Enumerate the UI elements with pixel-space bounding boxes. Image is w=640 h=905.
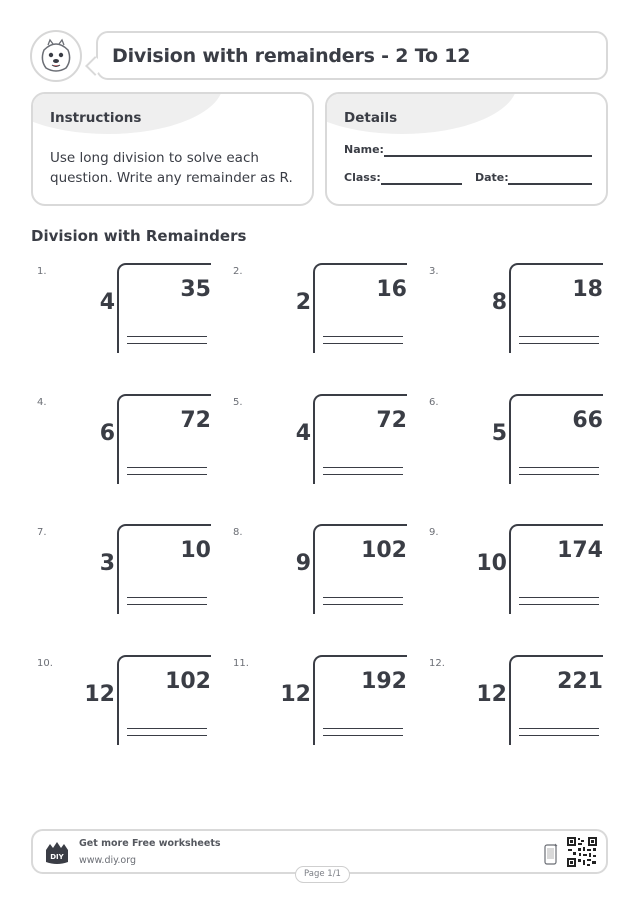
instructions-heading: Instructions [50, 110, 142, 126]
divisor: 4 [295, 421, 311, 446]
title-box [96, 31, 608, 80]
name-label: Name: [344, 143, 384, 156]
answer-line[interactable] [519, 467, 599, 468]
dividend: 192 [361, 669, 407, 694]
dividend: 72 [376, 408, 407, 433]
section-title: Division with Remainders [31, 227, 247, 245]
problem-number: 4. [37, 397, 47, 408]
divisor: 9 [295, 551, 311, 576]
dividend: 35 [180, 277, 211, 302]
instructions-card [31, 92, 314, 206]
dividend: 174 [557, 538, 603, 563]
problem-number: 8. [233, 527, 243, 538]
answer-line[interactable] [127, 597, 207, 598]
problem-number: 5. [233, 397, 243, 408]
dividend: 10 [180, 538, 211, 563]
answer-line[interactable] [127, 728, 207, 729]
problem-number: 9. [429, 527, 439, 538]
divisor: 12 [84, 682, 115, 707]
page-title: Division with remainders - 2 To 12 [112, 44, 471, 67]
diy-logo-icon [44, 840, 70, 866]
footer-promo: Get more Free worksheets [79, 838, 221, 849]
answer-line[interactable] [323, 474, 403, 475]
divisor: 10 [476, 551, 507, 576]
answer-line[interactable] [519, 728, 599, 729]
problem-number: 12. [429, 658, 445, 669]
divisor: 5 [491, 421, 507, 446]
answer-line[interactable] [519, 474, 599, 475]
divisor: 3 [99, 551, 115, 576]
dividend: 102 [165, 669, 211, 694]
owl-mascot-icon [30, 30, 82, 82]
phone-icon [544, 843, 558, 865]
answer-line[interactable] [127, 467, 207, 468]
answer-line[interactable] [323, 604, 403, 605]
division-problem [423, 394, 619, 494]
answer-line[interactable] [127, 343, 207, 344]
dividend: 102 [361, 538, 407, 563]
svg-text:DIY: DIY [50, 853, 64, 861]
answer-line[interactable] [519, 336, 599, 337]
date-label: Date: [475, 171, 509, 184]
division-problem [31, 263, 227, 363]
dividend: 66 [572, 408, 603, 433]
divisor: 6 [99, 421, 115, 446]
class-field[interactable] [381, 183, 462, 185]
details-card [325, 92, 608, 206]
problem-number: 11. [233, 658, 249, 669]
division-problem [227, 524, 423, 624]
instructions-text: Use long division to solve each question. Write any remainder as R. [50, 150, 293, 186]
date-field[interactable] [508, 183, 592, 185]
answer-line[interactable] [323, 336, 403, 337]
answer-line[interactable] [519, 735, 599, 736]
answer-line[interactable] [127, 604, 207, 605]
dividend: 72 [180, 408, 211, 433]
problem-number: 7. [37, 527, 47, 538]
qr-code-icon[interactable] [566, 836, 598, 868]
divisor: 4 [99, 290, 115, 315]
answer-line[interactable] [323, 467, 403, 468]
answer-line[interactable] [323, 728, 403, 729]
dividend: 18 [572, 277, 603, 302]
division-problem [423, 263, 619, 363]
divisor: 2 [295, 290, 311, 315]
division-problem [227, 394, 423, 494]
answer-line[interactable] [519, 604, 599, 605]
answer-line[interactable] [323, 735, 403, 736]
division-problem [31, 394, 227, 494]
division-problem [31, 655, 227, 755]
divisor: 8 [491, 290, 507, 315]
problem-number: 6. [429, 397, 439, 408]
page-indicator: Page 1/1 [295, 866, 350, 883]
answer-line[interactable] [519, 597, 599, 598]
answer-line[interactable] [127, 336, 207, 337]
division-problem [423, 655, 619, 755]
division-problem [423, 524, 619, 624]
answer-line[interactable] [519, 343, 599, 344]
answer-line[interactable] [323, 343, 403, 344]
answer-line[interactable] [127, 735, 207, 736]
problem-number: 3. [429, 266, 439, 277]
footer-link[interactable]: www.diy.org [79, 855, 136, 866]
division-problem [227, 263, 423, 363]
problem-number: 10. [37, 658, 53, 669]
division-problem [227, 655, 423, 755]
name-field[interactable] [384, 155, 592, 157]
divisor: 12 [476, 682, 507, 707]
divisor: 12 [280, 682, 311, 707]
class-label: Class: [344, 171, 381, 184]
answer-line[interactable] [127, 474, 207, 475]
dividend: 221 [557, 669, 603, 694]
details-heading: Details [344, 110, 398, 126]
problem-number: 1. [37, 266, 47, 277]
division-problem [31, 524, 227, 624]
dividend: 16 [376, 277, 407, 302]
problem-number: 2. [233, 266, 243, 277]
answer-line[interactable] [323, 597, 403, 598]
